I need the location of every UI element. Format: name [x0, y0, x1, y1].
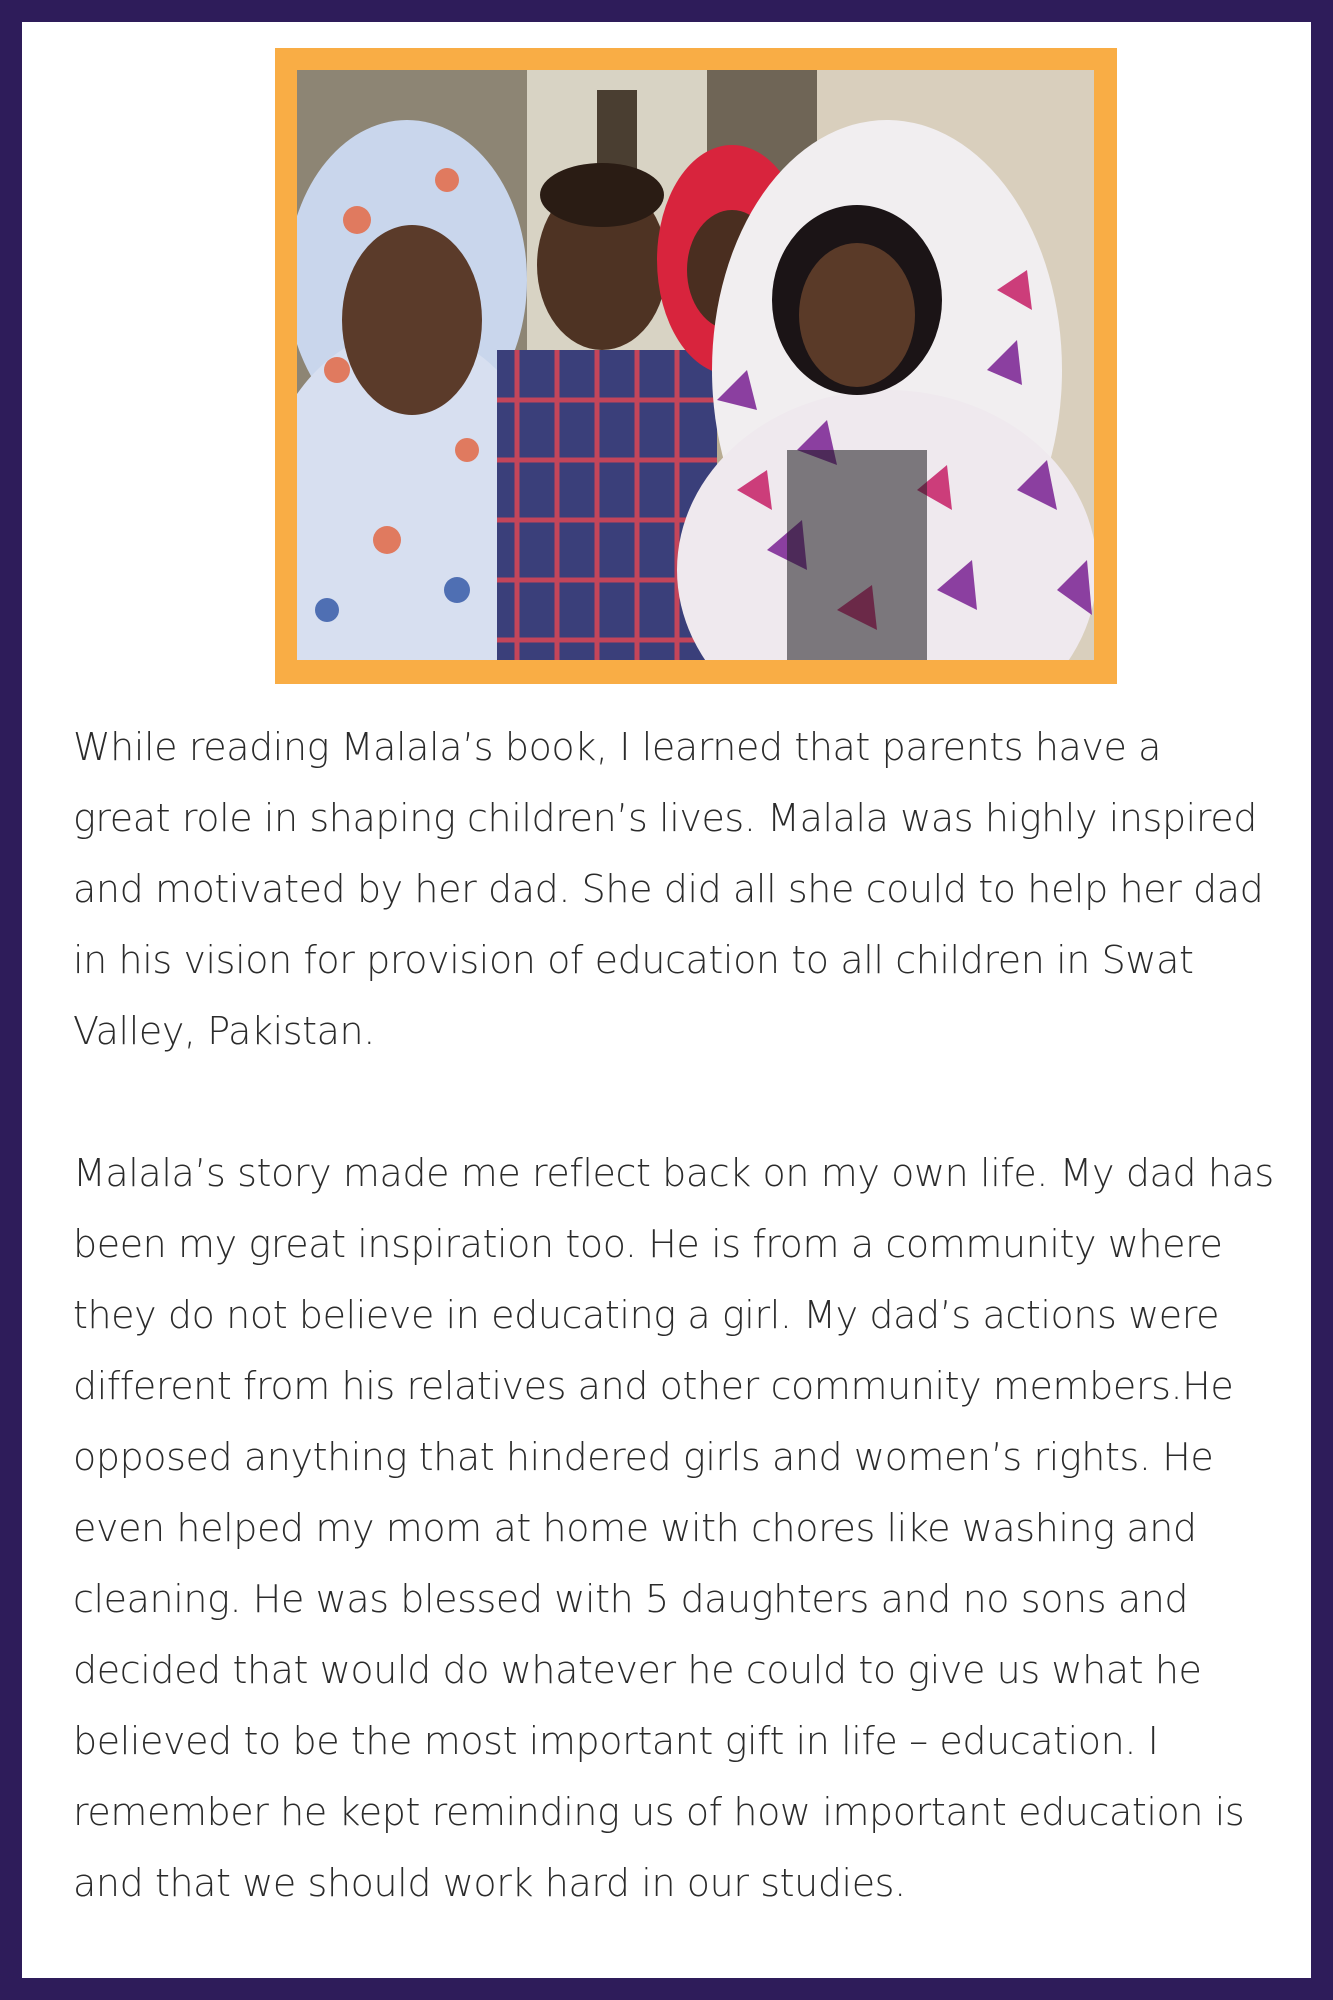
- paragraph-2-line: decided that would do whatever he could to give us what he: [73, 1648, 1202, 1692]
- paragraph-2-line: remember he kept reminding us of how important education is: [73, 1790, 1245, 1834]
- paragraph-2-line: they do not believe in educating a girl. My dad’s actions were: [73, 1293, 1220, 1337]
- paragraph-1-line: great role in shaping children’s lives. Malala was highly inspired: [73, 796, 1257, 840]
- paragraph-spacer: [73, 1067, 1283, 1138]
- paragraph-2-line: been my great inspiration too. He is from a community where: [73, 1222, 1223, 1266]
- paragraph-1-line: in his vision for provision of education to all children in Swat: [73, 938, 1194, 982]
- body-text: [73, 712, 1283, 1919]
- paragraph-1-line: and motivated by her dad. She did all she could to help her dad: [73, 867, 1264, 911]
- paragraph-2-line: even helped my mom at home with chores like washing and: [73, 1506, 1197, 1550]
- photo-frame: [275, 48, 1117, 684]
- paragraph-2-line: opposed anything that hindered girls and women’s rights. He: [73, 1435, 1214, 1479]
- paragraph-2-line: cleaning. He was blessed with 5 daughters and no sons and: [73, 1577, 1189, 1621]
- family-photo: [297, 70, 1094, 660]
- paragraph-1-line: While reading Malala’s book, I learned that parents have a: [73, 725, 1162, 769]
- photo-illustration: [297, 70, 1094, 660]
- paragraph-2-line: Malala’s story made me reflect back on my own life. My dad has: [73, 1151, 1274, 1195]
- paragraph-1-line: Valley, Pakistan.: [73, 1009, 375, 1053]
- paragraph-2-line: and that we should work hard in our studies.: [73, 1861, 906, 1905]
- paragraph-2-line: different from his relatives and other community members.He: [73, 1364, 1234, 1408]
- page-card: [22, 22, 1311, 1978]
- paragraph-2-line: believed to be the most important gift in life – education. I: [73, 1719, 1159, 1763]
